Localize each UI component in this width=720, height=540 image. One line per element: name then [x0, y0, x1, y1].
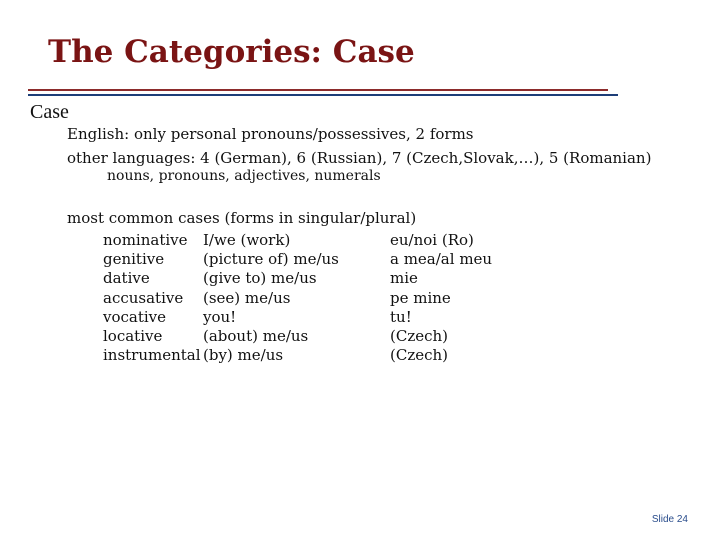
case-english: (see) me/us: [203, 288, 291, 307]
case-english: (about) me/us: [203, 326, 309, 345]
case-romanian: (Czech): [390, 346, 449, 365]
case-english: I/we (work): [203, 231, 291, 249]
case-english: you!: [203, 307, 237, 326]
title-underline-red: [28, 89, 608, 91]
slide-number: Slide 24: [651, 514, 688, 525]
case-name: vocative: [103, 307, 167, 326]
case-romanian: tu!: [390, 307, 412, 326]
case-romanian: pe mine: [390, 288, 451, 307]
other-languages-line: other languages: 4 (German), 6 (Russian), 7 (Czech,Slovak,…), 5 (Romanian): [67, 149, 652, 167]
case-english: (by) me/us: [203, 346, 284, 365]
case-english: (picture of) me/us: [203, 250, 339, 269]
case-name: locative: [103, 326, 163, 345]
applies-to-line: nouns, pronouns, adjectives, numerals: [107, 168, 381, 184]
title-underline-blue: [28, 94, 618, 96]
case-romanian: eu/noi (Ro): [390, 231, 474, 249]
case-name: instrumental: [103, 346, 201, 365]
case-romanian: (Czech): [390, 326, 449, 345]
section-heading: Case: [30, 101, 69, 123]
most-common-line: most common cases (forms in singular/plural): [67, 209, 417, 227]
case-name: accusative: [103, 288, 184, 307]
english-line: English: only personal pronouns/possessives, 2 forms: [67, 125, 474, 143]
case-english: (give to) me/us: [203, 269, 317, 288]
case-name: nominative: [103, 231, 188, 249]
case-romanian: a mea/al meu: [390, 250, 493, 269]
case-romanian: mie: [390, 269, 418, 288]
slide-title: The Categories: Case: [48, 34, 415, 70]
case-name: dative: [103, 269, 150, 288]
case-name: genitive: [103, 250, 165, 269]
